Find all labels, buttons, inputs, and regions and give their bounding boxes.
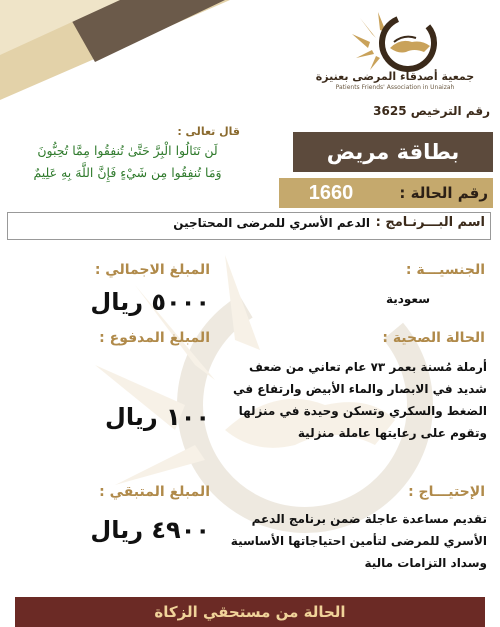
paid-amount-label: المبلغ المدفوع : bbox=[99, 330, 210, 346]
nationality-label: الجنسيـــة : bbox=[405, 262, 485, 278]
verse-line-2: وَمَا تُنفِقُوا مِن شَيْءٍ فَإِنَّ اللَّهَ بِهِ عَلِيمٌ bbox=[33, 165, 222, 180]
logo-name-en: Patients Friends' Association in Unaizah bbox=[335, 84, 455, 91]
card-title: بطاقة مريض bbox=[293, 132, 493, 172]
health-status-label: الحالة الصحية : bbox=[382, 330, 485, 346]
program-label: اسم البـــرنـامج : bbox=[375, 215, 485, 230]
nationality-value: سعودية bbox=[385, 292, 430, 306]
logo-name-ar: جمعية أصدقاء المرضى بعنيزة bbox=[315, 70, 475, 83]
zakat-eligible-banner: الحالة من مستحقي الزكاة bbox=[15, 597, 485, 627]
verse-intro: قال تعالى : bbox=[177, 125, 240, 138]
remaining-amount-label: المبلغ المتبقي : bbox=[99, 484, 210, 500]
case-number: 1660 bbox=[308, 182, 354, 204]
total-amount: ٥٠٠٠ ريال bbox=[90, 288, 210, 316]
license-number: رقم الترخيص 3625 bbox=[373, 104, 490, 118]
remaining-amount: ٤٩٠٠ ريال bbox=[90, 516, 210, 544]
program-value: الدعم الأسري للمرضى المحتاجين bbox=[173, 216, 370, 230]
need-label: الإحتيـــاج : bbox=[408, 484, 485, 500]
health-status-value: أرملة مُسنة بعمر ٧٣ عام تعاني من ضعف شديد في الابصار والماء الأبيض وارتفاع في الضغط والسكري وتسكن وحيدة في منزلها وتقوم على رعايتها عاملة منزلية bbox=[233, 360, 487, 440]
verse-line-1: لَن تَنَالُوا الْبِرَّ حَتَّىٰ تُنفِقُوا مِمَّا تُحِبُّونَ bbox=[37, 143, 218, 158]
need-value: تقديم مساعدة عاجلة ضمن برنامج الدعم الأسري للمرضى لتأمين احتياجاتها الأساسية وسداد التزامات مالية bbox=[230, 512, 487, 570]
total-amount-label: المبلغ الاجمالي : bbox=[94, 262, 210, 278]
quran-verse bbox=[10, 140, 245, 184]
case-number-label: رقم الحالة : bbox=[399, 184, 488, 202]
paid-amount: ١٠٠ ريال bbox=[105, 403, 210, 431]
association-logo bbox=[350, 12, 455, 74]
corner-decoration bbox=[0, 0, 230, 100]
